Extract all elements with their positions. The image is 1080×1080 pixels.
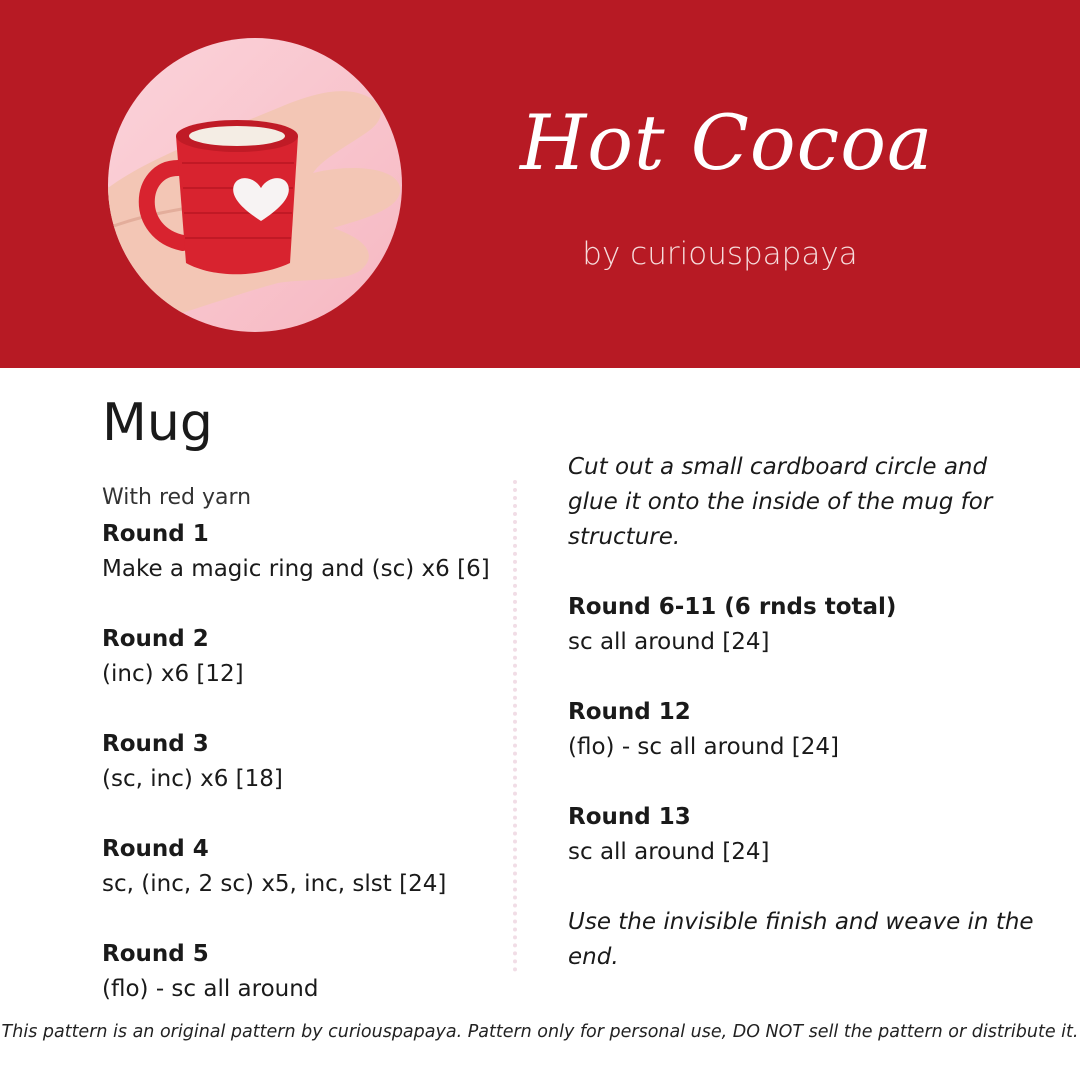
round-block xyxy=(102,832,502,902)
round-title: Round 2 xyxy=(102,626,209,652)
finish-note: Use the invisible finish and weave in the end. xyxy=(568,909,1034,970)
round-block xyxy=(568,695,1038,765)
round-block xyxy=(102,727,502,797)
column-divider xyxy=(513,480,517,972)
round-title: Round 13 xyxy=(568,804,691,830)
round-title: Round 5 xyxy=(102,941,209,967)
yarn-note: With red yarn xyxy=(102,485,252,510)
round-block xyxy=(102,622,502,692)
round-instruction: Make a magic ring and (sc) x6 [6] xyxy=(102,556,490,582)
section-title: Mug xyxy=(102,393,213,453)
cardboard-note: Cut out a small cardboard circle and glue it onto the inside of the mug for structure. xyxy=(568,454,993,550)
round-title: Round 1 xyxy=(102,521,209,547)
round-title: Round 4 xyxy=(102,836,209,862)
round-title: Round 12 xyxy=(568,699,691,725)
round-block xyxy=(102,937,502,1007)
round-instruction: (flo) - sc all around xyxy=(102,976,319,1002)
round-instruction: (sc, inc) x6 [18] xyxy=(102,766,283,792)
pattern-title: Hot Cocoa xyxy=(520,98,934,187)
author-byline: by curiouspapaya xyxy=(582,236,858,272)
round-instruction: sc all around [24] xyxy=(568,629,770,655)
round-block xyxy=(568,800,1038,870)
round-title: Round 3 xyxy=(102,731,209,757)
round-instruction: sc, (inc, 2 sc) x5, inc, slst [24] xyxy=(102,871,447,897)
right-column xyxy=(568,450,1038,1010)
left-column xyxy=(102,482,502,1042)
copyright-footer: This pattern is an original pattern by curiouspapaya. Pattern only for personal use, DO NOT sell the pattern or distribute it. xyxy=(1,1022,1079,1042)
crochet-mug-photo xyxy=(108,38,402,332)
round-block xyxy=(568,590,1038,660)
round-instruction: sc all around [24] xyxy=(568,839,770,865)
round-title: Round 6-11 (6 rnds total) xyxy=(568,594,897,620)
round-block xyxy=(102,517,502,587)
round-instruction: (inc) x6 [12] xyxy=(102,661,244,687)
header-banner xyxy=(0,0,1080,368)
round-instruction: (flo) - sc all around [24] xyxy=(568,734,839,760)
